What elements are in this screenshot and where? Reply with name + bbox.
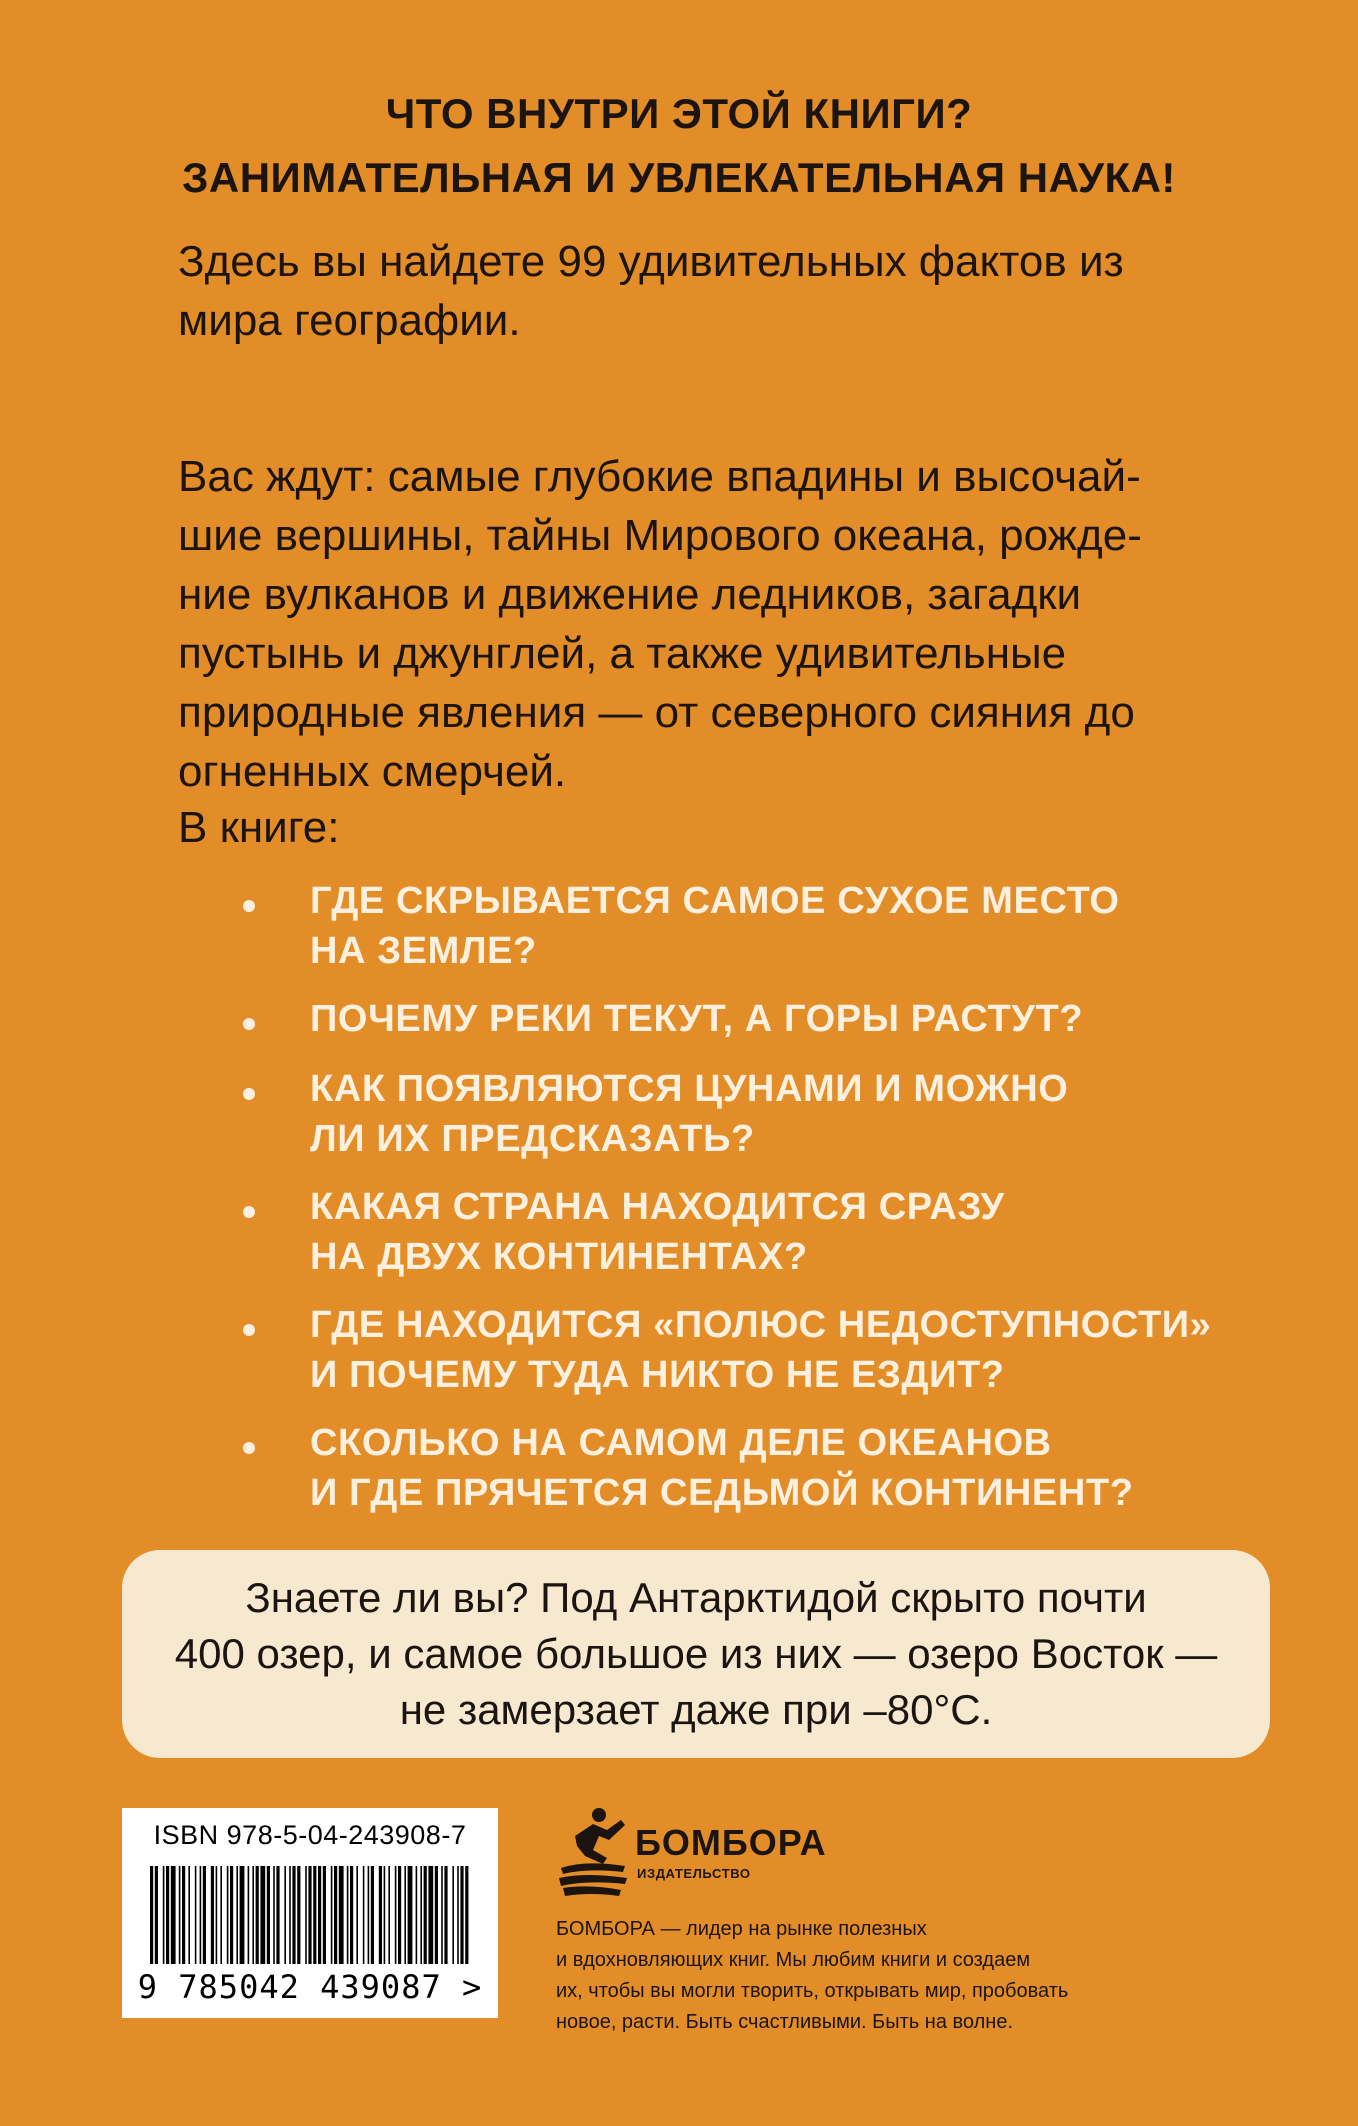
barcode-bar [371, 1866, 374, 1964]
barcode-bar [171, 1866, 176, 1964]
bullet-text [310, 1300, 1211, 1400]
bullet-line: ГДЕ СКРЫВАЕТСЯ САМОЕ СУХОЕ МЕСТО [310, 880, 1120, 922]
bullet-line: НА ДВУХ КОНТИНЕНТАХ? [310, 1236, 808, 1278]
barcode-bar [408, 1866, 413, 1964]
barcode-bars [150, 1866, 470, 1966]
barcode-bar [273, 1866, 275, 1964]
bullet-line: И ПОЧЕМУ ТУДА НИКТО НЕ ЕЗДИТ? [310, 1354, 1005, 1396]
blurb-line: БОМБОРА — лидер на рынке полезных [556, 1918, 927, 1940]
barcode-bar [308, 1866, 311, 1964]
barcode-bar [323, 1866, 326, 1964]
barcode-bar [256, 1866, 259, 1964]
blurb-line: новое, расти. Быть счастливыми. Быть на волне. [556, 2011, 1014, 2033]
did-you-know-text [122, 1570, 1270, 1738]
bullet-dot-icon [243, 1088, 255, 1100]
isbn-barcode [122, 1808, 498, 2018]
barcode-bar [313, 1866, 316, 1964]
publisher-subtitle: ИЗДАТЕЛЬСТВО [637, 1866, 751, 1881]
publisher-blurb [556, 1914, 1256, 2038]
headline-line-1: ЧТО ВНУТРИ ЭТОЙ КНИГИ? [385, 90, 973, 137]
bullet-dot-icon [243, 1442, 255, 1454]
bullet-item [178, 1064, 1278, 1182]
bullet-item [178, 1418, 1278, 1536]
bullet-dot-icon [243, 1206, 255, 1218]
barcode-bar [276, 1866, 279, 1964]
description-line: природные явления — от северного сияния до [178, 688, 1135, 737]
publisher-logo [555, 1806, 855, 1906]
barcode-bar [452, 1866, 454, 1964]
bullet-line: И ГДЕ ПРЯЧЕТСЯ СЕДЬМОЙ КОНТИНЕНТ? [310, 1472, 1134, 1514]
barcode-bar [200, 1866, 202, 1964]
barcode-bar [203, 1866, 206, 1964]
barcode-bar [150, 1866, 153, 1964]
barcode-bar [297, 1866, 300, 1964]
barcode-bar [384, 1866, 386, 1964]
isbn-number: ISBN 978-5-04-243908-7 [153, 1820, 467, 1850]
bullet-line: КАКАЯ СТРАНА НАХОДИТСЯ СРАЗУ [310, 1186, 1005, 1228]
intro-paragraph [178, 232, 1218, 350]
barcode-bar [267, 1866, 270, 1964]
barcode-bar [424, 1866, 427, 1964]
headline [0, 82, 1358, 210]
surfer-wave-icon [555, 1806, 633, 1898]
intro-line: мира географии. [178, 296, 521, 345]
bullet-line: ЛИ ИХ ПРЕДСКАЗАТЬ? [310, 1118, 755, 1160]
bullet-dot-icon [243, 1018, 255, 1030]
description-line: Вас ждут: самые глубокие впадины и высочай- [178, 452, 1141, 501]
barcode-bar [395, 1866, 397, 1964]
barcode-bar [388, 1866, 390, 1964]
barcode-bar [379, 1866, 382, 1964]
barcode-bar [465, 1866, 468, 1964]
barcode-bar [363, 1866, 365, 1964]
description-line: огненных смерчей. [178, 747, 567, 796]
bullet-text [310, 1064, 1068, 1164]
blurb-line: и вдохновляющих книг. Мы любим книги и создаем [556, 1949, 1031, 1971]
barcode-bar [350, 1866, 353, 1964]
fact-line: не замерзает даже при –80°С. [399, 1686, 993, 1733]
barcode-bar [248, 1866, 250, 1964]
barcode-bar [211, 1866, 214, 1964]
barcode-bar [195, 1866, 197, 1964]
bullet-text [310, 994, 1083, 1044]
barcode-bar [356, 1866, 358, 1964]
bullet-line: КАК ПОЯВЛЯЮТСЯ ЦУНАМИ И МОЖНО [310, 1068, 1069, 1110]
in-book-label-text: В книге: [178, 803, 340, 852]
bullet-dot-icon [243, 1324, 255, 1336]
description-line: пустынь и джунглей, а также удивительные [178, 629, 1067, 678]
barcode-bar [220, 1866, 222, 1964]
fact-line: 400 озер, и самое большое из них — озеро Восток — [174, 1630, 1218, 1677]
bullet-item [178, 876, 1278, 994]
barcode-bar [166, 1866, 169, 1964]
barcode-bar [292, 1866, 295, 1964]
bullet-item [178, 994, 1278, 1064]
bullet-item [178, 1300, 1278, 1418]
barcode-bar [441, 1866, 443, 1964]
bullet-text [310, 1182, 1005, 1282]
bullet-item [178, 1182, 1278, 1300]
barcode-bar [155, 1866, 158, 1964]
intro-line: Здесь вы найдете 99 удивительных фактов из [178, 237, 1124, 286]
barcode-bar [444, 1866, 447, 1964]
bullet-dot-icon [243, 900, 255, 912]
barcode-bar [216, 1866, 218, 1964]
barcode-bar [416, 1866, 418, 1964]
barcode-bar [460, 1866, 463, 1964]
barcode-bar [420, 1866, 422, 1964]
bullet-text [310, 1418, 1134, 1518]
description-paragraph [178, 447, 1218, 801]
bullet-line: НА ЗЕМЛЕ? [310, 930, 537, 972]
blurb-line: их, чтобы вы могли творить, открывать мир, пробовать [556, 1980, 1069, 2002]
ean-digits: 9 785042 439087 > [137, 1968, 483, 2006]
barcode-bar [236, 1866, 238, 1964]
barcode-bar [428, 1866, 433, 1964]
publisher-wordmark: БОМБОРА [635, 1822, 827, 1863]
barcode-bar [289, 1866, 291, 1964]
barcode-bar [457, 1866, 459, 1964]
barcode-bar [334, 1866, 337, 1964]
barcode-bar [163, 1866, 165, 1964]
bullet-text [310, 876, 1120, 976]
barcode-bar [182, 1866, 185, 1964]
barcode-bar [230, 1866, 233, 1964]
barcode-bar [305, 1866, 307, 1964]
barcode-bar [179, 1866, 181, 1964]
barcode-bar [284, 1866, 286, 1964]
barcode-bar [339, 1866, 344, 1964]
bullet-line: СКОЛЬКО НА САМОМ ДЕЛЕ ОКЕАНОВ [310, 1422, 1052, 1464]
in-book-label [178, 798, 1218, 857]
fact-line: Знаете ли вы? Под Антарктидой скрыто почти [245, 1574, 1147, 1621]
headline-line-2: ЗАНИМАТЕЛЬНАЯ И УВЛЕКАТЕЛЬНАЯ НАУКА! [182, 154, 1176, 201]
barcode-bar [368, 1866, 370, 1964]
barcode-bar [240, 1866, 245, 1964]
bullet-line: ГДЕ НАХОДИТСЯ «ПОЛЮС НЕДОСТУПНОСТИ» [310, 1304, 1212, 1346]
barcode-bar [188, 1866, 190, 1964]
bullet-line: ПОЧЕМУ РЕКИ ТЕКУТ, А ГОРЫ РАСТУТ? [310, 998, 1084, 1040]
description-line: ние вулканов и движение ледников, загадки [178, 570, 1082, 619]
barcode-bar [318, 1866, 321, 1964]
barcode-bar [227, 1866, 229, 1964]
barcode-bar [435, 1866, 438, 1964]
barcode-bar [260, 1866, 265, 1964]
barcode-bar [404, 1866, 406, 1964]
barcode-bar [347, 1866, 349, 1964]
barcode-bar [331, 1866, 333, 1964]
barcode-bar [252, 1866, 254, 1964]
did-you-know-box [122, 1550, 1270, 1758]
description-line: шие вершины, тайны Мирового океана, рожде- [178, 511, 1142, 560]
barcode-bar [398, 1866, 401, 1964]
bullet-list [178, 876, 1278, 1536]
